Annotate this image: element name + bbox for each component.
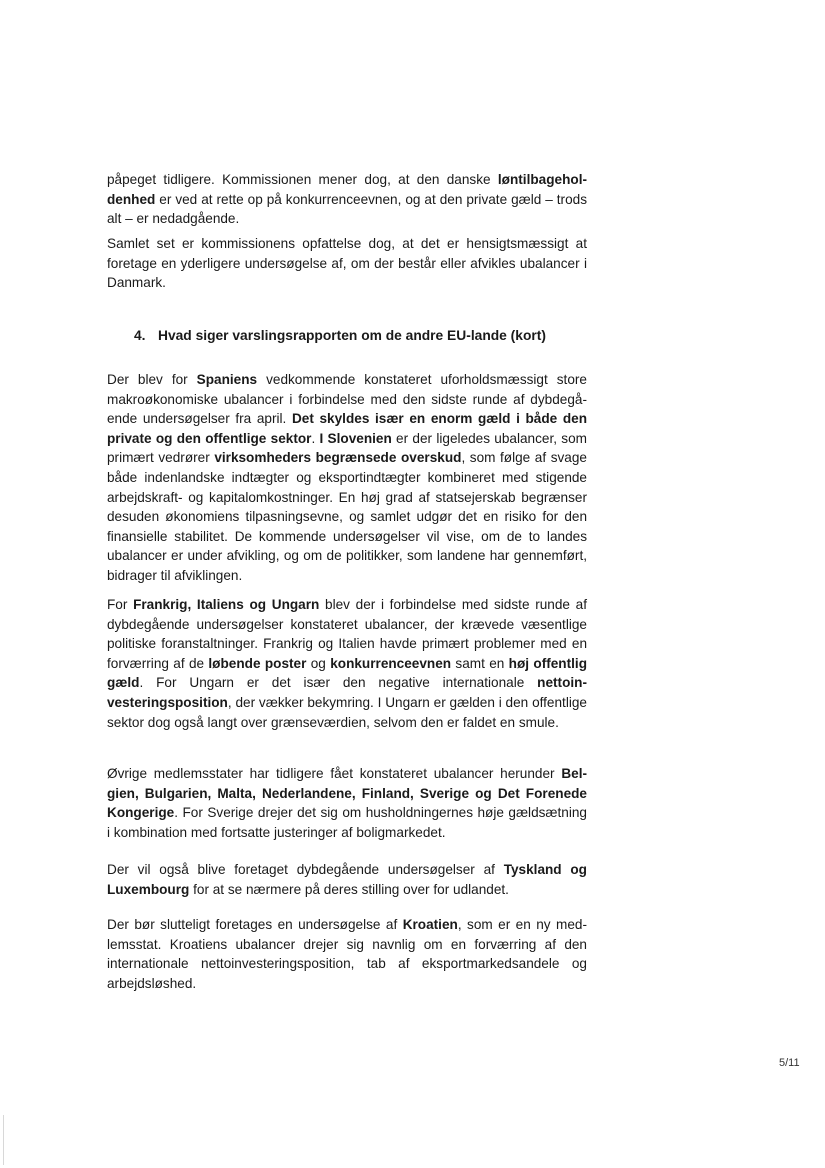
text-run: vedkommende konstateret uforholdsmæssigt store makroøkonomiske ubalancer i forbindelse med den sidste runde af dybdegående undersøgelser fra april. (107, 372, 587, 427)
bold-text-run: Tyskland og Luxembourg (107, 862, 587, 897)
paragraph-germany-luxembourg (107, 860, 587, 899)
bold-text-run: Spaniens (196, 372, 258, 387)
paragraph-spain-slovenia (107, 370, 587, 586)
text-run: , der vækker bekymring. I Ungarn er gælden i den offentlige sektor dog også langt over grænseværdien, selvom den er faldet en smule. (107, 694, 587, 730)
text-run: Der bør slutteligt foretages en undersøgelse af (107, 917, 403, 932)
text-run: for at se nærmere på deres stilling over for udlandet. (189, 881, 509, 897)
paragraph-other-member-states (107, 764, 587, 842)
paragraph-denmark-wage-restraint (107, 170, 587, 229)
bold-text-run: nettoinvesteringsposition (107, 675, 587, 710)
section-number: 4. (134, 328, 146, 343)
text-run: påpeget tidligere. Kommissionen mener dog, at den danske (107, 172, 498, 187)
bold-text-run: Kroatien (402, 917, 458, 932)
text-run: , som er en ny medlemsstat. Kroatiens ubalancer drejer sig navnlig om en forværring af den internationale nettoinvesteringsposition, tab af eksportmarkedsandele og arbejdsløshed. (107, 917, 587, 991)
bold-text-run: Frankrig, Italiens og Ungarn (133, 597, 320, 612)
bold-text-run: løntilbageholdenhed (107, 172, 587, 207)
text-run: og (306, 655, 331, 671)
scan-edge-mark (3, 1115, 4, 1165)
bold-text-run: løbende poster (208, 655, 307, 671)
section-heading (134, 326, 546, 346)
text-run: . For Ungarn er det især den negative internationale (139, 675, 538, 691)
text-run: Øvrige medlemsstater har tidligere fået konstateret ubalancer herunder (107, 766, 562, 781)
text-run: er ved at rette op på konkurrenceevnen, og at den private gæld – trods alt – er nedadgående. (107, 191, 587, 227)
paragraph-france-italy-hungary (107, 595, 587, 732)
bold-text-run: Belgien, Bulgarien, Malta, Nederlandene, Finland, Sverige og Det Forenede Kongerige (107, 766, 587, 821)
page-number: 5/11 (779, 1057, 800, 1069)
text-run: , som følge af svage både indenlandske indtægter og eksportindtægter kombineret med stigende arbejdskraft- og kapitalomkostninger. En høj grad af statsejerskab begrænser desuden økonomiens tilpasningsevne, og samlet udgør det en risiko for den finansielle stabilitet. De kommende undersøgelser vil vise, om de to landes ubalancer er under afvikling, og om de politikker, som landene har gennemført, bidrager til afviklingen. (107, 450, 587, 583)
bold-text-run: konkurrenceevnen (330, 655, 452, 671)
text-run: Der vil også blive foretaget dybdegående undersøgelser af (107, 862, 504, 877)
text-run: Der blev for (107, 372, 197, 387)
text-run: er der ligeledes ubalancer, som primært vedrører (107, 430, 587, 466)
text-run: For (107, 597, 134, 612)
paragraph-croatia (107, 915, 587, 993)
text-run: Samlet set er kommissionens opfattelse dog, at det er hensigtsmæssigt at foretage en yderligere undersøgelse af, om der består eller afvikles ubalancer i Danmark. (107, 236, 587, 291)
bold-text-run: virksomheders begrænsede overskud (214, 450, 462, 466)
paragraph-commission-assessment (107, 234, 587, 293)
bold-text-run: I Slovenien (319, 430, 392, 446)
bold-text-run: høj offentlig gæld (107, 655, 587, 691)
text-run: . For Sverige drejer det sig om husholdningernes høje gældsætning i kombination med fortsatte justeringer af boligmarkedet. (107, 805, 587, 840)
text-run: samt en (451, 655, 509, 671)
text-run: . (311, 430, 320, 446)
section-title: Hvad siger varslingsrapporten om de andre EU-lande (kort) (158, 328, 546, 343)
bold-text-run: Det skyldes især en enorm gæld i både den private og den offentlige sektor (107, 411, 588, 446)
text-run: blev der i forbindelse med sidste runde af dybdegående undersøgelser konstateret ubalancer, der krævede væsentlige politiske foranstaltninger. Frankrig og Italien havde primært problemer med en forværring af de (107, 597, 587, 671)
